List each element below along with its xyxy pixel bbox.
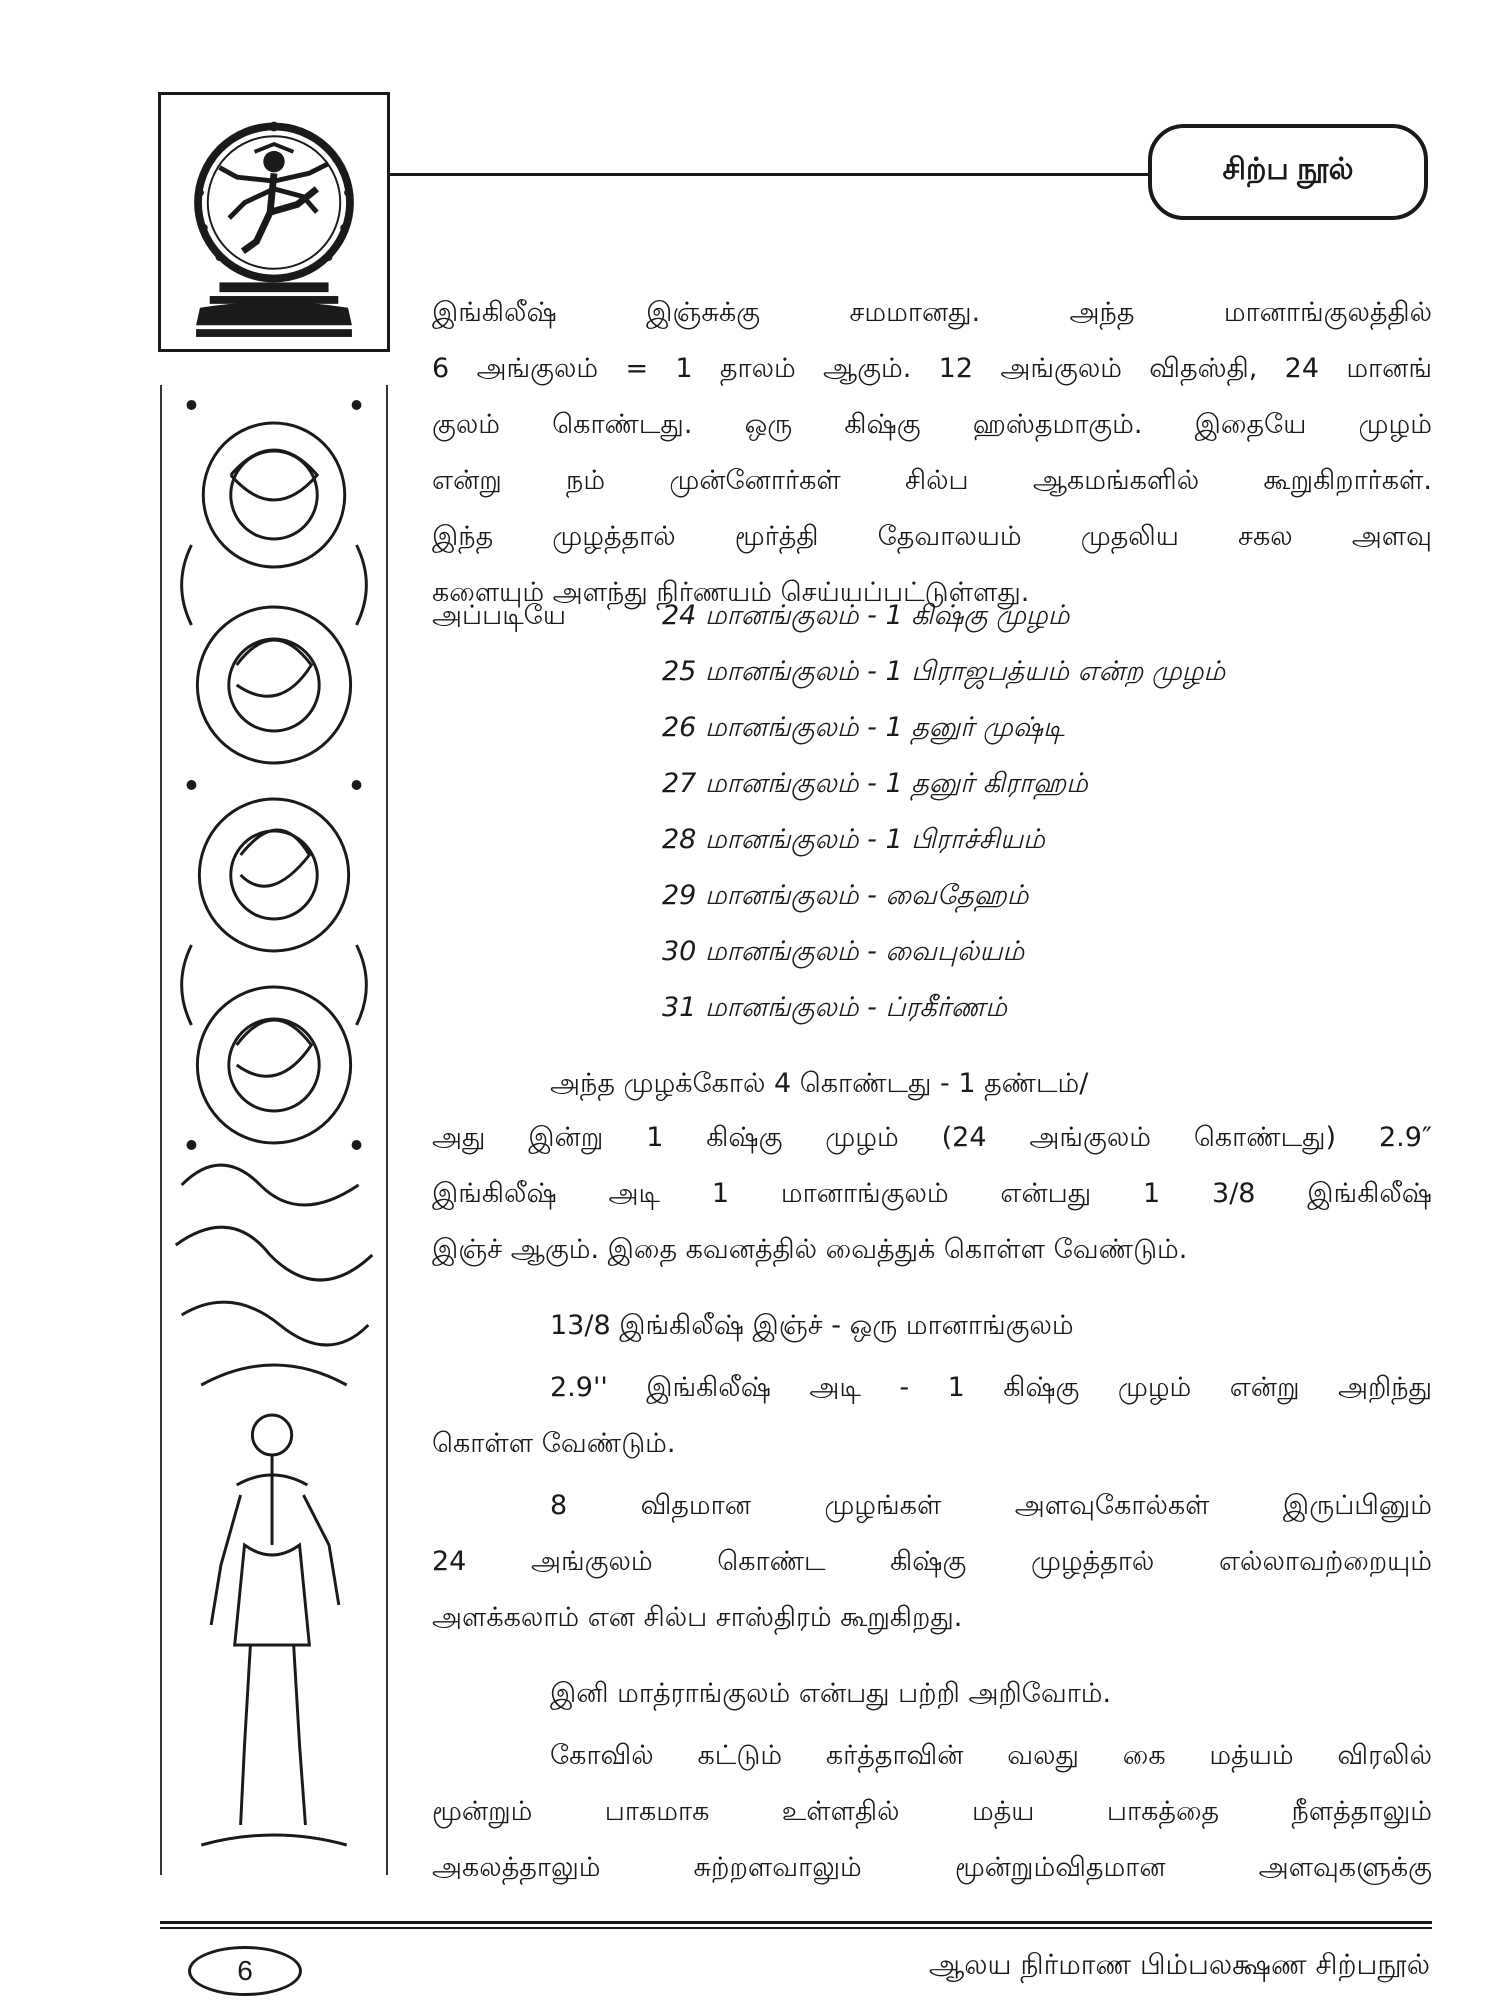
text-line: என்று நம் முன்னோர்கள் சில்ப ஆகமங்களில் கூறுகிறார்கள். bbox=[432, 465, 1432, 496]
text-line: 2.9'' இங்கிலீஷ் அடி - 1 கிஷ்கு முழம் என்று அறிந்து bbox=[550, 1372, 1432, 1403]
section-title: சிற்ப நூல் bbox=[1222, 153, 1354, 186]
section-title-tab bbox=[1148, 124, 1428, 220]
table-cell: 24 மானங்குலம் - 1 கிஷ்கு முழம் bbox=[662, 600, 1070, 631]
text-line: குலம் கொண்டது. ஒரு கிஷ்கு ஹஸ்தமாகும். இதையே முழம் bbox=[432, 409, 1432, 440]
table-cell: 28 மானங்குலம் - 1 பிராச்சியம் bbox=[662, 824, 1045, 855]
text-line: 13/8 இங்கிலீஷ் இஞ்ச் - ஒரு மானாங்குலம் bbox=[550, 1310, 1074, 1341]
table-lead: அப்படியே bbox=[432, 600, 566, 631]
text-line: 6 அங்குலம் = 1 தாலம் ஆகும். 12 அங்குலம் விதஸ்தி, 24 மானங் bbox=[432, 353, 1432, 384]
paragraph-2 bbox=[432, 1110, 1432, 1278]
paragraph-4 bbox=[432, 1728, 1432, 1896]
nataraja-icon bbox=[161, 95, 387, 349]
note-2 bbox=[432, 1360, 1432, 1472]
table-cell: 30 மானங்குலம் - வைபுல்யம் bbox=[662, 936, 1025, 967]
table-row bbox=[432, 868, 1432, 924]
text-line: அது இன்று 1 கிஷ்கு முழம் (24 அங்குலம் கொண்டது) 2.9″ bbox=[432, 1122, 1432, 1153]
footer-rule bbox=[160, 1921, 1432, 1924]
danda-line-block bbox=[432, 1056, 1432, 1112]
text-line: இஞ்ச் ஆகும். இதை கவனத்தில் வைத்துக் கொள்ள வேண்டும். bbox=[432, 1234, 1188, 1265]
danda-line: அந்த முழக்கோல் 4 கொண்டது - 1 தண்டம்/ bbox=[550, 1068, 1089, 1099]
subheading-block bbox=[432, 1666, 1432, 1722]
text-line: களையும் அளந்து நிர்ணயம் செய்யப்பட்டுள்ளது. bbox=[432, 577, 1030, 608]
table-cell: 31 மானங்குலம் - ப்ரகீர்ணம் bbox=[662, 992, 1007, 1023]
paragraph-3 bbox=[432, 1478, 1432, 1646]
table-cell: 29 மானங்குலம் - வைதேஹம் bbox=[662, 880, 1029, 911]
table-cell: 27 மானங்குலம் - 1 தனுர் கிராஹம் bbox=[662, 768, 1088, 799]
text-line: இங்கிலீஷ் அடி 1 மானாங்குலம் என்பது 1 3/8 இங்கிலீஷ் bbox=[432, 1178, 1432, 1209]
ornamental-border bbox=[160, 385, 388, 1875]
subheading: இனி மாத்ராங்குலம் என்பது பற்றி அறிவோம். bbox=[550, 1678, 1112, 1709]
table-cell: 25 மானங்குலம் - 1 பிராஜபத்யம் என்ற முழம் bbox=[662, 656, 1226, 687]
text-line: அளக்கலாம் என சில்ப சாஸ்திரம் கூறுகிறது. bbox=[432, 1602, 963, 1633]
nataraja-emblem bbox=[158, 92, 390, 352]
paragraph-1 bbox=[432, 285, 1432, 621]
footer-rule bbox=[160, 1927, 1432, 1929]
table-cell: 26 மானங்குலம் - 1 தனுர் முஷ்டி bbox=[662, 712, 1065, 743]
text-line: 24 அங்குலம் கொண்ட கிஷ்கு முழத்தால் எல்லாவற்றையும் bbox=[432, 1546, 1432, 1577]
text-line: கொள்ள வேண்டும். bbox=[432, 1428, 676, 1459]
text-line: இங்கிலீஷ் இஞ்சுக்கு சமமானது. அந்த மானாங்குலத்தில் bbox=[432, 297, 1432, 328]
text-line: அகலத்தாலும் சுற்றளவாலும் மூன்றும்விதமான அளவுகளுக்கு bbox=[432, 1852, 1432, 1883]
text-line: 8 விதமான முழங்கள் அளவுகோல்கள் இருப்பினும் bbox=[550, 1490, 1432, 1521]
page-number: 6 bbox=[237, 1955, 253, 1986]
text-line: இந்த முழத்தால் மூர்த்தி தேவாலயம் முதலிய சகல அளவு bbox=[432, 521, 1432, 552]
floral-ornament-icon bbox=[162, 385, 386, 1875]
text-line: மூன்றும் பாகமாக உள்ளதில் மத்ய பாகத்தை நீளத்தாலும் bbox=[432, 1796, 1432, 1827]
table-row bbox=[432, 644, 1432, 700]
text-line: கோவில் கட்டும் கர்த்தாவின் வலது கை மத்யம் விரலில் bbox=[550, 1740, 1432, 1771]
table-row bbox=[432, 588, 1432, 644]
table-row bbox=[432, 812, 1432, 868]
page-number-badge bbox=[188, 1946, 302, 1996]
table-row bbox=[432, 924, 1432, 980]
header-rule bbox=[390, 173, 1150, 176]
measure-table bbox=[432, 588, 1432, 1036]
table-row bbox=[432, 980, 1432, 1036]
note-1 bbox=[432, 1298, 1432, 1354]
table-row bbox=[432, 756, 1432, 812]
table-row bbox=[432, 700, 1432, 756]
book-title: ஆலய நிர்மாண பிம்பலக்ஷண சிற்பநூல் bbox=[928, 1948, 1430, 1981]
